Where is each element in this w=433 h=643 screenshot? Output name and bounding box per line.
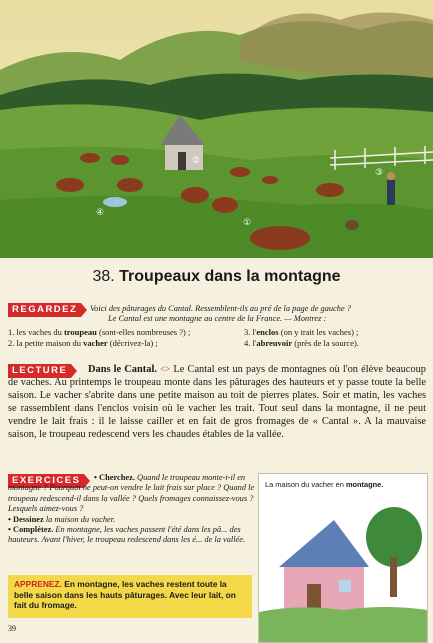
regardez-tag: REGARDEZ [8,303,81,317]
house-drawing [259,492,427,642]
regardez-intro-2: Le Cantal est une montagne au centre de la France. — Montrez : [108,314,327,323]
cantal-pasture-illustration [0,0,433,258]
regardez-item-1: 1. les vaches du troupeau (sont-elles nombreuses ?) ; [8,327,191,337]
marker-4: ④ [96,208,105,218]
sketch-caption: La maison du vacher en montagne. [265,480,384,489]
apprenez-text: En montagne, les vaches restent toute la belle saison dans les hauts pâturages. Avec leur lait, on fait du fromage. [14,579,236,610]
lecture-body: Le Cantal est un pays de montagnes où l'on élève beaucoup de vaches. Au printemps le troupeau monte dans les pâturages des hauteurs et y passe toute la belle saison. Le vacher s'abrite dans une petite maison au toit de pierres plates. Soir et matin, les vaches se rassemblent dans l'enclos voisin où le vacher les trait. Tout seul dans la montagne, il ne peut vendre le lait frais : il le laisse cailler et en fait de gros fromages de « Cantal ». A la mauvaise saison, le troupeau redescend vers les chaudes étables de la vallée. [8,364,426,440]
lecture-tag: LECTURE [8,364,71,378]
lecture-arrow: <> [160,364,171,374]
regardez-item-2: 2. la petite maison du vacher (décrivez-la) ; [8,338,158,348]
apprenez-heading: APPRENEZ. [14,579,62,589]
lecture-text [8,363,426,441]
exercices-tag: EXERCICES [8,474,84,488]
regardez-item-3: 3. l'enclos (on y trait les vaches) ; [244,327,359,337]
marker-2: ② [192,156,201,166]
exercices-block: • Cherchez. Quand le troupeau monte-t-il en montagne ? Pourquoi ne peut-on vendre le lait frais sur place ? Quand le troupeau redescend-il dans la vallée ? Quels fromages connaissez-vous ? Lesquels aimez-vous ? • Dessinez la maison du vacher. • Complétez. En montagne, les vaches passent l'été dans les pâ... des hauteurs. Avant l'hiver, le troupeau redescend dans les é... de la vallée. [8,473,255,545]
pasture-scene [0,0,433,258]
lesson-title [0,268,433,286]
lecture-heading: Dans le Cantal. [88,364,157,375]
regardez-item-4: 4. l'abreuvoir (près de la source). [244,338,359,348]
apprenez-box [8,575,252,618]
lesson-number: 38. [92,268,115,285]
vacher-house-sketch [258,473,428,643]
lesson-title-text: Troupeaux dans la montagne [119,268,341,285]
page-number: 39 [8,624,16,633]
marker-1: ① [243,218,252,228]
regardez-intro-1: Voici des pâturages du Cantal. Ressemblent-ils au pré de la page de gauche ? [90,304,351,313]
marker-3: ③ [375,168,384,178]
